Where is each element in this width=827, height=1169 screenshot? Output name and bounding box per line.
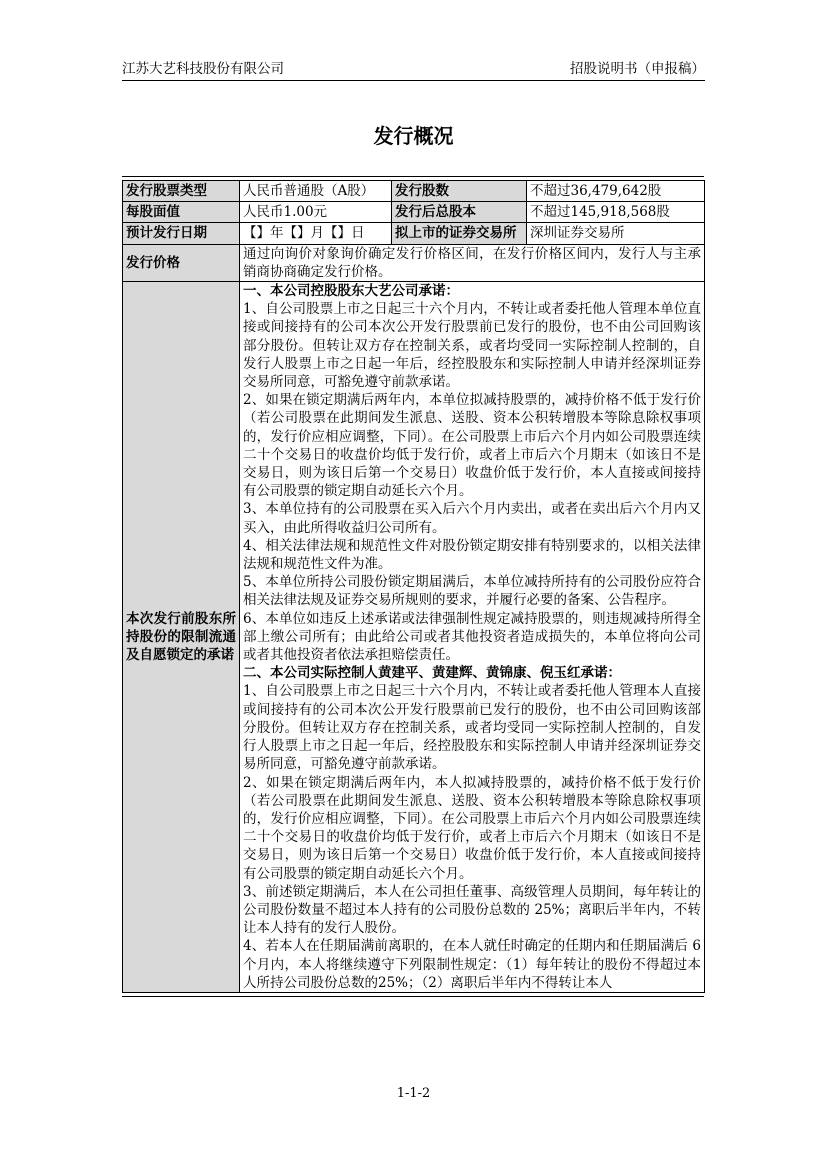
- offering-overview-table: [122, 176, 704, 997]
- value-issue-price: 通过向询价对象询价确定发行价格区间，在发行价格区间内，发行人与主承销商协商确定发行价格。: [240, 244, 705, 281]
- label-exchange: 拟上市的证券交易所: [392, 223, 527, 244]
- page-header: [122, 58, 705, 81]
- label-share-type: 发行股票类型: [123, 181, 240, 202]
- table-row: [123, 282, 705, 993]
- label-issue-date: 预计发行日期: [123, 223, 240, 244]
- company-name: 江苏大艺科技股份有限公司: [122, 61, 284, 77]
- label-issue-price: 发行价格: [123, 244, 240, 281]
- page-number: 1-1-2: [396, 1086, 431, 1101]
- table-row: [123, 202, 705, 223]
- label-share-count: 发行股数: [392, 181, 527, 202]
- section1-item-3: 3、本单位持有的公司股票在买入后六个月内卖出，或者在卖出后六个月内又买入，由此所得收益归公司所有。: [243, 501, 701, 536]
- section2-item-1: 1、自公司股票上市之日起三十六个月内，不转让或者委托他人管理本人直接或间接持有的公司本次公开发行股票前已发行的股份，也不由公司回购该部分股份。但转让双方存在控制关系，或者均受同一实际控制人控制的，自发行人股票上市之日起一年后，经控股股东和实际控制人申请并经深圳证券交易所同意，可豁免遵守前款承诺。: [243, 683, 701, 773]
- section1-item-1: 1、自公司股票上市之日起三十六个月内，不转让或者委托他人管理本单位直接或间接持有的公司本次公开发行股票前已发行的股份，也不由公司回购该部分股份。但转让双方存在控制关系，或者均受同一实际控制人控制的，自发行人股票上市之日起一年后，经控股股东和实际控制人申请并经深圳证券交易所同意，可豁免遵守前款承诺。: [243, 301, 701, 391]
- value-total-shares: 不超过145,918,568股: [527, 202, 705, 223]
- section1-item-2: 2、如果在锁定期满后两年内，本单位拟减持股票的，减持价格不低于发行价（若公司股票在此期间发生派息、送股、资本公积转增股本等除息除权事项的，发行价应相应调整，下同）。在公司股票上市后六个月内如公司股票连续二十个交易日的收盘价均低于发行价，或者上市后六个月期末（如该日不是交易日，则为该日后第一个交易日）收盘价低于发行价，本人直接或间接持有公司股票的锁定期自动延长六个月。: [243, 392, 701, 500]
- table-bottom-rule: [122, 996, 704, 997]
- section1-heading: 一、本公司控股股东大艺公司承诺：: [243, 283, 459, 300]
- table-row: [123, 181, 705, 202]
- label-par-value: 每股面值: [123, 202, 240, 223]
- label-total-shares: 发行后总股本: [392, 202, 527, 223]
- page-title: 发行概况: [373, 124, 454, 148]
- section2-item-4: 4、若本人在任期届满前离职的，在本人就任时确定的任期内和任期届满后 6 个月内，本人将继续遵守下列限制性规定：（1）每年转让的股份不得超过本人所持公司股份总数的25%；（2）离职后半年内不得转让本人: [243, 938, 701, 991]
- table-row: [123, 223, 705, 244]
- lockup-commitments: [240, 282, 705, 993]
- table-top-rule: [122, 176, 704, 177]
- table-row: [123, 244, 705, 281]
- label-lockup: 本次发行前股东所持股份的限制流通及自愿锁定的承诺: [123, 282, 240, 993]
- value-issue-date: 【】年【】月【】日: [240, 223, 392, 244]
- value-exchange: 深圳证券交易所: [527, 223, 705, 244]
- value-par-value: 人民币1.00元: [240, 202, 392, 223]
- section2-item-3: 3、前述锁定期满后，本人在公司担任董事、高级管理人员期间，每年转让的公司股份数量不超过本人持有的公司股份总数的 25%；离职后半年内，不转让本人持有的发行人股份。: [243, 883, 701, 937]
- document-type: 招股说明书（申报稿）: [570, 61, 705, 77]
- section2-heading: 二、本公司实际控制人黄建平、黄建辉、黄锦康、倪玉红承诺：: [243, 665, 621, 682]
- section2-item-2: 2、如果在锁定期满后两年内，本人拟减持股票的，减持价格不低于发行价（若公司股票在此期间发生派息、送股、资本公积转增股本等除息除权事项的，发行价应相应调整，下同）。在公司股票上市后六个月内如公司股票连续二十个交易日的收盘价均低于发行价，或者上市后六个月期末（如该日不是交易日，则为该日后第一个交易日）收盘价低于发行价，本人直接或间接持有公司股票的锁定期自动延长六个月。: [243, 774, 701, 882]
- section1-item-5: 5、本单位所持公司股份锁定期届满后，本单位减持所持有的公司股份应符合相关法律法规及证券交易所规则的要求，并履行必要的备案、公告程序。: [243, 574, 701, 609]
- section1-item-6: 6、本单位如违反上述承诺或法律强制性规定减持股票的，则违规减持所得全部上缴公司所有；由此给公司或者其他投资者造成损失的，本单位将向公司或者其他投资者依法承担赔偿责任。: [243, 610, 701, 664]
- value-share-count: 不超过36,479,642股: [527, 181, 705, 202]
- value-share-type: 人民币普通股（A股）: [240, 181, 392, 202]
- section1-item-4: 4、相关法律法规和规范性文件对股份锁定期安排有特别要求的，以相关法律法规和规范性文件为准。: [243, 537, 701, 573]
